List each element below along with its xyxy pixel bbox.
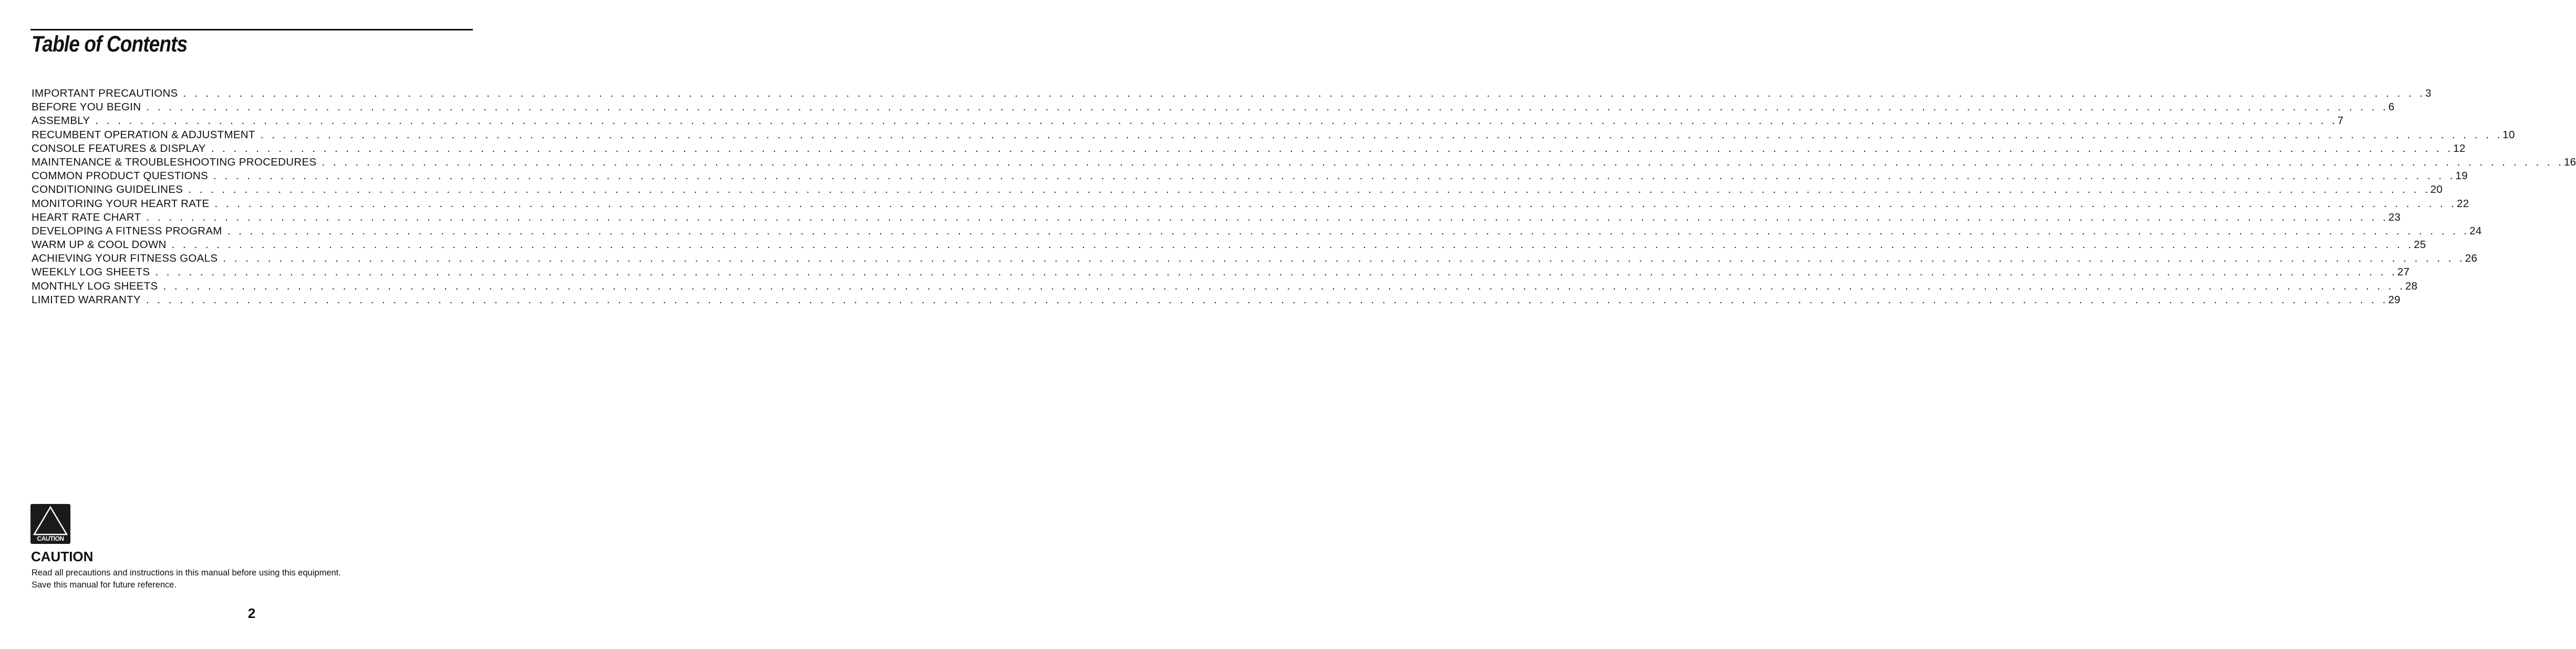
toc-entry-label: COMMON PRODUCT QUESTIONS <box>32 170 208 182</box>
toc-dot-leader: . . . . . . . . . . . . . . . . . . . . . . . . . . . . . . . . . . . . . . . . . . . . . . . . . . . . . . . . . . . . . . . . . . . . . . . . . . . . . . . . . . . . . . . . . . . . . . . . . . . . . . . . . . . . . . . . . . . . . . . . . . . . . . . . . . . . . . . . . . . . . . . . . . . . . . . . . . . . . . . . . . . . . . . . . . . . . . . . . . . . . . . . . . . . . . . . . . . . . . . . <box>322 156 2564 168</box>
toc-dot-leader: . . . . . . . . . . . . . . . . . . . . . . . . . . . . . . . . . . . . . . . . . . . . . . . . . . . . . . . . . . . . . . . . . . . . . . . . . . . . . . . . . . . . . . . . . . . . . . . . . . . . . . . . . . . . . . . . . . . . . . . . . . . . . . . . . . . . . . . . . . . . . . . . . . . . . . . . . . . . . . . . . . . . . . . . . . . . . . . . . . . . . . . . . . . . . . . . . . . . . . . . <box>183 87 2426 99</box>
toc-dot-leader: . . . . . . . . . . . . . . . . . . . . . . . . . . . . . . . . . . . . . . . . . . . . . . . . . . . . . . . . . . . . . . . . . . . . . . . . . . . . . . . . . . . . . . . . . . . . . . . . . . . . . . . . . . . . . . . . . . . . . . . . . . . . . . . . . . . . . . . . . . . . . . . . . . . . . . . . . . . . . . . . . . . . . . . . . . . . . . . . . . . . . . . . . . . . . . . . . . . . . . . . <box>163 280 2405 292</box>
toc-entry-label: LIMITED WARRANTY <box>32 293 141 306</box>
toc-entry-page: 6 <box>2388 101 2395 114</box>
toc-entry <box>32 169 2468 183</box>
toc-dot-leader: . . . . . . . . . . . . . . . . . . . . . . . . . . . . . . . . . . . . . . . . . . . . . . . . . . . . . . . . . . . . . . . . . . . . . . . . . . . . . . . . . . . . . . . . . . . . . . . . . . . . . . . . . . . . . . . . . . . . . . . . . . . . . . . . . . . . . . . . . . . . . . . . . . . . . . . . . . . . . . . . . . . . . . . . . . . . . . . . . . . . . . . . . . . . . . . . . . . . . . . . <box>155 266 2397 279</box>
toc-dot-leader: . . . . . . . . . . . . . . . . . . . . . . . . . . . . . . . . . . . . . . . . . . . . . . . . . . . . . . . . . . . . . . . . . . . . . . . . . . . . . . . . . . . . . . . . . . . . . . . . . . . . . . . . . . . . . . . . . . . . . . . . . . . . . . . . . . . . . . . . . . . . . . . . . . . . . . . . . . . . . . . . . . . . . . . . . . . . . . . . . . . . . . . . . . . . . . . . . . . . . . . . <box>214 197 2457 210</box>
toc-dot-leader: . . . . . . . . . . . . . . . . . . . . . . . . . . . . . . . . . . . . . . . . . . . . . . . . . . . . . . . . . . . . . . . . . . . . . . . . . . . . . . . . . . . . . . . . . . . . . . . . . . . . . . . . . . . . . . . . . . . . . . . . . . . . . . . . . . . . . . . . . . . . . . . . . . . . . . . . . . . . . . . . . . . . . . . . . . . . . . . . . . . . . . . . . . . . . . . . . . . . . . . . <box>260 128 2503 141</box>
caution-text-line: Save this manual for future reference. <box>32 580 177 590</box>
toc-entry-page: 16 <box>2563 156 2576 168</box>
toc-entry-page: 26 <box>2465 252 2478 265</box>
caution-badge <box>30 504 70 544</box>
toc-entry <box>32 211 2401 224</box>
toc-dot-leader: . . . . . . . . . . . . . . . . . . . . . . . . . . . . . . . . . . . . . . . . . . . . . . . . . . . . . . . . . . . . . . . . . . . . . . . . . . . . . . . . . . . . . . . . . . . . . . . . . . . . . . . . . . . . . . . . . . . . . . . . . . . . . . . . . . . . . . . . . . . . . . . . . . . . . . . . . . . . . . . . . . . . . . . . . . . . . . . . . . . . . . . . . . . . . . . . . . . . . . . . <box>146 293 2388 306</box>
toc-entry-page: 7 <box>2337 115 2344 127</box>
toc-entry <box>32 265 2410 279</box>
toc-entry-label: WEEKLY LOG SHEETS <box>32 266 150 279</box>
toc-entry-label: BEFORE YOU BEGIN <box>32 101 141 114</box>
toc-dot-leader: . . . . . . . . . . . . . . . . . . . . . . . . . . . . . . . . . . . . . . . . . . . . . . . . . . . . . . . . . . . . . . . . . . . . . . . . . . . . . . . . . . . . . . . . . . . . . . . . . . . . . . . . . . . . . . . . . . . . . . . . . . . . . . . . . . . . . . . . . . . . . . . . . . . . . . . . . . . . . . . . . . . . . . . . . . . . . . . . . . . . . . . . . . . . . . . . . . . . . . . . <box>213 170 2456 182</box>
toc-entry <box>32 224 2482 238</box>
toc-entry <box>32 293 2401 307</box>
toc-entry-label: MONTHLY LOG SHEETS <box>32 280 158 292</box>
toc-entry <box>32 280 2418 293</box>
toc-entry-label: WARM UP & COOL DOWN <box>32 239 167 251</box>
toc-entry-page: 12 <box>2453 142 2466 154</box>
table-of-contents <box>32 87 2576 307</box>
toc-entry-label: RECUMBENT OPERATION & ADJUSTMENT <box>32 128 255 141</box>
toc-entry <box>32 142 2466 156</box>
toc-dot-leader: . . . . . . . . . . . . . . . . . . . . . . . . . . . . . . . . . . . . . . . . . . . . . . . . . . . . . . . . . . . . . . . . . . . . . . . . . . . . . . . . . . . . . . . . . . . . . . . . . . . . . . . . . . . . . . . . . . . . . . . . . . . . . . . . . . . . . . . . . . . . . . . . . . . . . . . . . . . . . . . . . . . . . . . . . . . . . . . . . . . . . . . . . . . . . . . . . . . . . . . . <box>227 224 2470 237</box>
toc-dot-leader: . . . . . . . . . . . . . . . . . . . . . . . . . . . . . . . . . . . . . . . . . . . . . . . . . . . . . . . . . . . . . . . . . . . . . . . . . . . . . . . . . . . . . . . . . . . . . . . . . . . . . . . . . . . . . . . . . . . . . . . . . . . . . . . . . . . . . . . . . . . . . . . . . . . . . . . . . . . . . . . . . . . . . . . . . . . . . . . . . . . . . . . . . . . . . . . . . . . . . . . . <box>146 101 2388 114</box>
toc-entry-label: CONSOLE FEATURES & DISPLAY <box>32 142 206 154</box>
toc-entry-label: CONDITIONING GUIDELINES <box>32 183 183 196</box>
toc-entry <box>32 197 2469 211</box>
toc-entry-label: HEART RATE CHART <box>32 211 141 223</box>
toc-entry <box>32 183 2443 197</box>
toc-entry <box>32 252 2478 265</box>
toc-entry-label: ACHIEVING YOUR FITNESS GOALS <box>32 252 218 265</box>
toc-entry <box>32 114 2344 128</box>
toc-entry-page: 10 <box>2502 128 2515 141</box>
toc-dot-leader: . . . . . . . . . . . . . . . . . . . . . . . . . . . . . . . . . . . . . . . . . . . . . . . . . . . . . . . . . . . . . . . . . . . . . . . . . . . . . . . . . . . . . . . . . . . . . . . . . . . . . . . . . . . . . . . . . . . . . . . . . . . . . . . . . . . . . . . . . . . . . . . . . . . . . . . . . . . . . . . . . . . . . . . . . . . . . . . . . . . . . . . . . . . . . . . . . . . . . . . . <box>223 252 2465 265</box>
toc-entry-page: 23 <box>2388 211 2401 223</box>
toc-entry-label: IMPORTANT PRECAUTIONS <box>32 87 178 99</box>
toc-entry-page: 24 <box>2469 224 2482 237</box>
page-number: 2 <box>247 605 256 621</box>
caution-text-line: Read all precautions and instructions in this manual before using this equipment. <box>32 568 341 578</box>
toc-entry-page: 3 <box>2425 87 2432 99</box>
toc-entry-page: 27 <box>2397 266 2410 279</box>
toc-entry-page: 25 <box>2414 239 2426 251</box>
page-title: Table of Contents <box>32 32 188 57</box>
caution-badge-label: CAUTION <box>37 535 64 542</box>
toc-entry-label: DEVELOPING A FITNESS PROGRAM <box>32 224 222 237</box>
toc-dot-leader: . . . . . . . . . . . . . . . . . . . . . . . . . . . . . . . . . . . . . . . . . . . . . . . . . . . . . . . . . . . . . . . . . . . . . . . . . . . . . . . . . . . . . . . . . . . . . . . . . . . . . . . . . . . . . . . . . . . . . . . . . . . . . . . . . . . . . . . . . . . . . . . . . . . . . . . . . . . . . . . . . . . . . . . . . . . . . . . . . . . . . . . . . . . . . . . . . . . . . . . . <box>146 211 2388 223</box>
toc-dot-leader: . . . . . . . . . . . . . . . . . . . . . . . . . . . . . . . . . . . . . . . . . . . . . . . . . . . . . . . . . . . . . . . . . . . . . . . . . . . . . . . . . . . . . . . . . . . . . . . . . . . . . . . . . . . . . . . . . . . . . . . . . . . . . . . . . . . . . . . . . . . . . . . . . . . . . . . . . . . . . . . . . . . . . . . . . . . . . . . . . . . . . . . . . . . . . . . . . . . . . . . . <box>171 239 2414 251</box>
toc-entry-page: 19 <box>2455 170 2468 182</box>
toc-entry-label: ASSEMBLY <box>32 115 90 127</box>
toc-entry-page: 29 <box>2388 293 2401 306</box>
toc-entry-label: MONITORING YOUR HEART RATE <box>32 197 210 210</box>
toc-entry <box>32 87 2432 100</box>
toc-dot-leader: . . . . . . . . . . . . . . . . . . . . . . . . . . . . . . . . . . . . . . . . . . . . . . . . . . . . . . . . . . . . . . . . . . . . . . . . . . . . . . . . . . . . . . . . . . . . . . . . . . . . . . . . . . . . . . . . . . . . . . . . . . . . . . . . . . . . . . . . . . . . . . . . . . . . . . . . . . . . . . . . . . . . . . . . . . . . . . . . . . . . . . . . . . . . . . . . . . . . . . . . <box>211 142 2454 154</box>
toc-entry-page: 20 <box>2430 183 2443 196</box>
toc-entry-page: 22 <box>2457 197 2469 210</box>
toc-entry <box>32 128 2515 142</box>
caution-heading: CAUTION <box>31 549 94 564</box>
toc-dot-leader: . . . . . . . . . . . . . . . . . . . . . . . . . . . . . . . . . . . . . . . . . . . . . . . . . . . . . . . . . . . . . . . . . . . . . . . . . . . . . . . . . . . . . . . . . . . . . . . . . . . . . . . . . . . . . . . . . . . . . . . . . . . . . . . . . . . . . . . . . . . . . . . . . . . . . . . . . . . . . . . . . . . . . . . . . . . . . . . . . . . . . . . . . . . . . . . . . . . . . . . . <box>95 115 2337 127</box>
toc-entry-label: MAINTENANCE & TROUBLESHOOTING PROCEDURES <box>32 156 317 168</box>
toc-entry <box>32 238 2426 252</box>
toc-dot-leader: . . . . . . . . . . . . . . . . . . . . . . . . . . . . . . . . . . . . . . . . . . . . . . . . . . . . . . . . . . . . . . . . . . . . . . . . . . . . . . . . . . . . . . . . . . . . . . . . . . . . . . . . . . . . . . . . . . . . . . . . . . . . . . . . . . . . . . . . . . . . . . . . . . . . . . . . . . . . . . . . . . . . . . . . . . . . . . . . . . . . . . . . . . . . . . . . . . . . . . . . <box>188 183 2430 196</box>
toc-entry-page: 28 <box>2405 280 2418 292</box>
toc-entry <box>32 100 2395 114</box>
toc-entry <box>32 156 2576 169</box>
